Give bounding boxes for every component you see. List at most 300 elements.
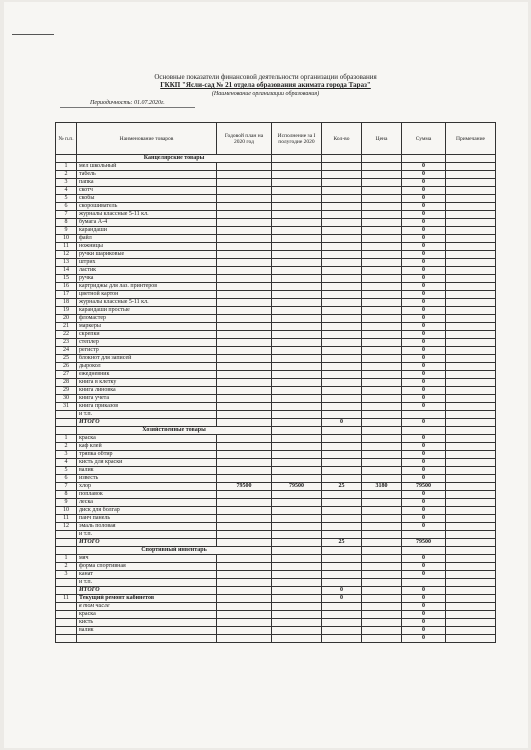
- cell-name: тряпка обтир: [77, 451, 217, 459]
- cell-exec: [272, 595, 322, 603]
- table-body: [56, 155, 496, 643]
- cell-name: форма спортивная: [77, 563, 217, 571]
- cell-plan: [217, 419, 272, 427]
- cell-sum: 0: [402, 443, 446, 451]
- table-row: [56, 243, 496, 251]
- cell-qty: [322, 163, 362, 171]
- cell-sum: 0: [402, 523, 446, 531]
- cell-price: [362, 283, 402, 291]
- cell-plan: [217, 347, 272, 355]
- cell-qty: [322, 475, 362, 483]
- cell-note: [446, 347, 496, 355]
- cell-sum: 0: [402, 459, 446, 467]
- cell-no: 6: [56, 203, 77, 211]
- cell-sum: 0: [402, 475, 446, 483]
- cell-no: [56, 579, 77, 587]
- cell-exec: [272, 259, 322, 267]
- section-empty-cell: [402, 427, 446, 435]
- section-blank-cell: [56, 427, 77, 435]
- cell-plan: [217, 355, 272, 363]
- cell-note: [446, 579, 496, 587]
- cell-price: [362, 619, 402, 627]
- cell-note: [446, 603, 496, 611]
- cell-sum: 0: [402, 275, 446, 283]
- section-header-row: [56, 155, 496, 163]
- cell-name: карандаши простые: [77, 307, 217, 315]
- cell-no: 8: [56, 219, 77, 227]
- cell-sum: 0: [402, 403, 446, 411]
- section-empty-cell: [272, 547, 322, 555]
- cell-exec: [272, 411, 322, 419]
- cell-plan: [217, 387, 272, 395]
- cell-plan: [217, 259, 272, 267]
- cell-qty: [322, 251, 362, 259]
- cell-sum: 0: [402, 467, 446, 475]
- cell-plan: [217, 339, 272, 347]
- cell-note: [446, 379, 496, 387]
- section-blank-cell: [56, 155, 77, 163]
- table-row: [56, 451, 496, 459]
- table-row: [56, 275, 496, 283]
- cell-plan: [217, 507, 272, 515]
- cell-plan: [217, 587, 272, 595]
- cell-no: 29: [56, 387, 77, 395]
- cell-plan: [217, 467, 272, 475]
- cell-plan: 79500: [217, 483, 272, 491]
- cell-note: [446, 563, 496, 571]
- cell-plan: [217, 187, 272, 195]
- cell-no: 12: [56, 523, 77, 531]
- cell-price: [362, 603, 402, 611]
- cell-name: краска: [77, 435, 217, 443]
- cell-sum: 0: [402, 267, 446, 275]
- cell-exec: [272, 347, 322, 355]
- cell-plan: [217, 435, 272, 443]
- table-row: [56, 251, 496, 259]
- table-header-row: [56, 123, 496, 155]
- cell-sum: 0: [402, 371, 446, 379]
- cell-sum: 0: [402, 339, 446, 347]
- cell-exec: [272, 555, 322, 563]
- table-row: [56, 579, 496, 587]
- cell-note: [446, 251, 496, 259]
- cell-no: 20: [56, 315, 77, 323]
- cell-qty: [322, 563, 362, 571]
- table-row: [56, 179, 496, 187]
- cell-name: ручка: [77, 275, 217, 283]
- cell-no: 10: [56, 507, 77, 515]
- cell-note: [446, 627, 496, 635]
- cell-price: [362, 307, 402, 315]
- cell-price: [362, 227, 402, 235]
- cell-note: [446, 163, 496, 171]
- cell-plan: [217, 555, 272, 563]
- cell-qty: [322, 347, 362, 355]
- cell-plan: [217, 595, 272, 603]
- cell-price: [362, 507, 402, 515]
- cell-note: [446, 523, 496, 531]
- cell-sum: 0: [402, 515, 446, 523]
- cell-exec: [272, 539, 322, 547]
- cell-qty: [322, 467, 362, 475]
- table-row: [56, 571, 496, 579]
- cell-note: [446, 395, 496, 403]
- cell-exec: [272, 323, 322, 331]
- cell-name: регистр: [77, 347, 217, 355]
- table-row: [56, 387, 496, 395]
- cell-qty: [322, 211, 362, 219]
- cell-no: 13: [56, 259, 77, 267]
- cell-plan: [217, 267, 272, 275]
- section-empty-cell: [402, 155, 446, 163]
- cell-qty: 0: [322, 419, 362, 427]
- cell-note: [446, 227, 496, 235]
- cell-price: [362, 379, 402, 387]
- cell-note: [446, 179, 496, 187]
- cell-exec: [272, 499, 322, 507]
- cell-plan: [217, 331, 272, 339]
- header-exec: Исполнение за I полугодие 2020: [272, 123, 322, 155]
- table-row: [56, 467, 496, 475]
- cell-price: [362, 387, 402, 395]
- cell-name: маркеры: [77, 323, 217, 331]
- table-row: [56, 475, 496, 483]
- cell-qty: [322, 459, 362, 467]
- table-row: [56, 411, 496, 419]
- cell-no: 14: [56, 267, 77, 275]
- cell-note: [446, 331, 496, 339]
- cell-qty: [322, 411, 362, 419]
- cell-name: журналы классные 5-11 кл.: [77, 211, 217, 219]
- cell-price: [362, 163, 402, 171]
- cell-price: [362, 179, 402, 187]
- section-empty-cell: [362, 547, 402, 555]
- cell-note: [446, 275, 496, 283]
- cell-plan: [217, 227, 272, 235]
- cell-plan: [217, 523, 272, 531]
- cell-qty: [322, 451, 362, 459]
- cell-qty: [322, 299, 362, 307]
- cell-note: [446, 259, 496, 267]
- cell-note: [446, 539, 496, 547]
- cell-note: [446, 571, 496, 579]
- header-no: № п.п.: [56, 123, 77, 155]
- section-empty-cell: [362, 155, 402, 163]
- cell-no: 5: [56, 195, 77, 203]
- cell-name: блокнот для записей: [77, 355, 217, 363]
- section-title: Хозяйственные товары: [77, 427, 272, 435]
- cell-qty: [322, 371, 362, 379]
- cell-no: [56, 411, 77, 419]
- cell-exec: [272, 291, 322, 299]
- cell-qty: [322, 227, 362, 235]
- cell-sum: 0: [402, 627, 446, 635]
- cell-plan: [217, 403, 272, 411]
- cell-sum: 0: [402, 419, 446, 427]
- cell-qty: [322, 339, 362, 347]
- cell-sum: 0: [402, 291, 446, 299]
- cell-price: [362, 475, 402, 483]
- cell-qty: [322, 283, 362, 291]
- header-plan: Годовой план на 2020 год: [217, 123, 272, 155]
- cell-price: [362, 443, 402, 451]
- cell-note: [446, 363, 496, 371]
- cell-name: мел школьный: [77, 163, 217, 171]
- cell-exec: [272, 163, 322, 171]
- cell-qty: [322, 363, 362, 371]
- cell-exec: [272, 187, 322, 195]
- header-price: Цена: [362, 123, 402, 155]
- cell-exec: [272, 299, 322, 307]
- cell-plan: [217, 395, 272, 403]
- cell-sum: [402, 531, 446, 539]
- table-row: [56, 403, 496, 411]
- total-row: [56, 587, 496, 595]
- cell-plan: [217, 323, 272, 331]
- cell-qty: [322, 291, 362, 299]
- period-label: Периодичность: 01.07.2020г.: [90, 100, 165, 106]
- cell-no: 9: [56, 499, 77, 507]
- section-empty-cell: [272, 155, 322, 163]
- cell-sum: 0: [402, 187, 446, 195]
- table-row: [56, 459, 496, 467]
- cell-sum: 0: [402, 395, 446, 403]
- organization-name: ГККП "Ясли-сад № 21 отдела образования акимата города Тараз": [160, 81, 371, 89]
- cell-exec: [272, 467, 322, 475]
- cell-note: [446, 459, 496, 467]
- table-row: [56, 235, 496, 243]
- cell-note: [446, 235, 496, 243]
- cell-note: [446, 371, 496, 379]
- header-note: Примечание: [446, 123, 496, 155]
- cell-no: [56, 531, 77, 539]
- cell-no: 10: [56, 235, 77, 243]
- cell-no: 3: [56, 451, 77, 459]
- cell-no: 1: [56, 163, 77, 171]
- cell-price: [362, 171, 402, 179]
- cell-name: панч панель: [77, 515, 217, 523]
- cell-sum: 0: [402, 387, 446, 395]
- cell-exec: [272, 251, 322, 259]
- cell-no: 28: [56, 379, 77, 387]
- cell-plan: [217, 163, 272, 171]
- cell-no: 30: [56, 395, 77, 403]
- cell-name: скорошиватель: [77, 203, 217, 211]
- header-qty: Кол-во: [322, 123, 362, 155]
- cell-name: дырокол: [77, 363, 217, 371]
- cell-price: [362, 195, 402, 203]
- cell-plan: [217, 411, 272, 419]
- cell-price: [362, 291, 402, 299]
- cell-price: [362, 275, 402, 283]
- cell-no: 3: [56, 571, 77, 579]
- cell-note: [446, 203, 496, 211]
- corner-mark: [12, 34, 54, 35]
- section-title: Спортивный инвентарь: [77, 547, 272, 555]
- table-row: [56, 283, 496, 291]
- cell-exec: [272, 571, 322, 579]
- cell-name: кисть для краски: [77, 459, 217, 467]
- cell-note: [446, 467, 496, 475]
- cell-plan: [217, 371, 272, 379]
- cell-name: канат: [77, 571, 217, 579]
- cell-no: 3: [56, 179, 77, 187]
- cell-qty: [322, 235, 362, 243]
- cell-no: 2: [56, 171, 77, 179]
- cell-price: [362, 339, 402, 347]
- cell-note: [446, 507, 496, 515]
- table-row: [56, 635, 496, 643]
- table-row: [56, 379, 496, 387]
- cell-name: ИТОГО: [77, 419, 217, 427]
- cell-sum: 0: [402, 619, 446, 627]
- cell-name: ежедневник: [77, 371, 217, 379]
- cell-name: [77, 635, 217, 643]
- cell-no: 2: [56, 563, 77, 571]
- cell-sum: 0: [402, 571, 446, 579]
- cell-price: [362, 555, 402, 563]
- cell-name: книга приказов: [77, 403, 217, 411]
- cell-qty: [322, 523, 362, 531]
- cell-price: [362, 235, 402, 243]
- cell-name: карандаши: [77, 227, 217, 235]
- cell-name: книга линовка: [77, 387, 217, 395]
- cell-price: [362, 563, 402, 571]
- cell-sum: [402, 579, 446, 587]
- cell-no: [56, 611, 77, 619]
- cell-note: [446, 475, 496, 483]
- cell-note: [446, 283, 496, 291]
- cell-plan: [217, 627, 272, 635]
- table-row: [56, 531, 496, 539]
- cell-no: 18: [56, 299, 77, 307]
- cell-note: [446, 355, 496, 363]
- cell-sum: 0: [402, 563, 446, 571]
- cell-sum: 0: [402, 251, 446, 259]
- cell-price: [362, 347, 402, 355]
- cell-note: [446, 219, 496, 227]
- cell-name: папка: [77, 179, 217, 187]
- cell-price: [362, 459, 402, 467]
- cell-name: книга учета: [77, 395, 217, 403]
- cell-sum: 79500: [402, 539, 446, 547]
- cell-name: ИТОГО: [77, 539, 217, 547]
- cell-sum: 0: [402, 635, 446, 643]
- cell-sum: 0: [402, 323, 446, 331]
- cell-no: [56, 619, 77, 627]
- cell-plan: [217, 531, 272, 539]
- cell-sum: 0: [402, 555, 446, 563]
- table-row: [56, 523, 496, 531]
- cell-price: [362, 523, 402, 531]
- cell-note: [446, 171, 496, 179]
- cell-qty: [322, 195, 362, 203]
- cell-note: [446, 443, 496, 451]
- cell-name: фломастер: [77, 315, 217, 323]
- cell-note: [446, 619, 496, 627]
- cell-no: 11: [56, 243, 77, 251]
- table-row: [56, 323, 496, 331]
- table-row: [56, 219, 496, 227]
- cell-note: [446, 307, 496, 315]
- cell-name: картриджы для лаз. принтеров: [77, 283, 217, 291]
- cell-plan: [217, 299, 272, 307]
- table-row: [56, 371, 496, 379]
- cell-qty: [322, 315, 362, 323]
- cell-sum: [402, 411, 446, 419]
- cell-price: [362, 403, 402, 411]
- cell-exec: [272, 331, 322, 339]
- cell-no: 24: [56, 347, 77, 355]
- cell-sum: 0: [402, 227, 446, 235]
- cell-qty: [322, 259, 362, 267]
- cell-sum: 0: [402, 507, 446, 515]
- cell-note: [446, 387, 496, 395]
- cell-sum: 0: [402, 235, 446, 243]
- cell-exec: [272, 579, 322, 587]
- table-row: [56, 171, 496, 179]
- cell-sum: 0: [402, 491, 446, 499]
- cell-note: [446, 555, 496, 563]
- table-row: [56, 515, 496, 523]
- cell-price: [362, 419, 402, 427]
- cell-name: и т.п.: [77, 411, 217, 419]
- cell-qty: [322, 323, 362, 331]
- cell-exec: [272, 419, 322, 427]
- cell-qty: [322, 307, 362, 315]
- cell-plan: [217, 443, 272, 451]
- cell-exec: [272, 635, 322, 643]
- table-row: [56, 315, 496, 323]
- cell-exec: [272, 491, 322, 499]
- total-row: [56, 419, 496, 427]
- cell-price: [362, 331, 402, 339]
- cell-plan: [217, 219, 272, 227]
- cell-name: каф клей: [77, 443, 217, 451]
- cell-plan: [217, 171, 272, 179]
- cell-name: краска: [77, 611, 217, 619]
- cell-note: [446, 531, 496, 539]
- cell-qty: [322, 443, 362, 451]
- cell-plan: [217, 195, 272, 203]
- cell-qty: [322, 611, 362, 619]
- cell-no: 26: [56, 363, 77, 371]
- cell-sum: 0: [402, 299, 446, 307]
- cell-exec: [272, 235, 322, 243]
- cell-plan: [217, 243, 272, 251]
- cell-price: [362, 355, 402, 363]
- total-row: [56, 539, 496, 547]
- cell-name: скотч: [77, 187, 217, 195]
- cell-qty: [322, 435, 362, 443]
- cell-qty: [322, 403, 362, 411]
- cell-plan: [217, 275, 272, 283]
- report-title: Основные показатели финансовой деятельности организации образования: [154, 73, 377, 81]
- cell-no: 7: [56, 483, 77, 491]
- cell-sum: 0: [402, 499, 446, 507]
- table-row: [56, 195, 496, 203]
- cell-note: [446, 187, 496, 195]
- cell-exec: [272, 283, 322, 291]
- cell-exec: [272, 179, 322, 187]
- cell-qty: [322, 275, 362, 283]
- cell-name: ластик: [77, 267, 217, 275]
- cell-price: [362, 491, 402, 499]
- cell-price: [362, 571, 402, 579]
- header-sum: Сумма: [402, 123, 446, 155]
- cell-sum: 0: [402, 603, 446, 611]
- cell-name: бумага А-4: [77, 219, 217, 227]
